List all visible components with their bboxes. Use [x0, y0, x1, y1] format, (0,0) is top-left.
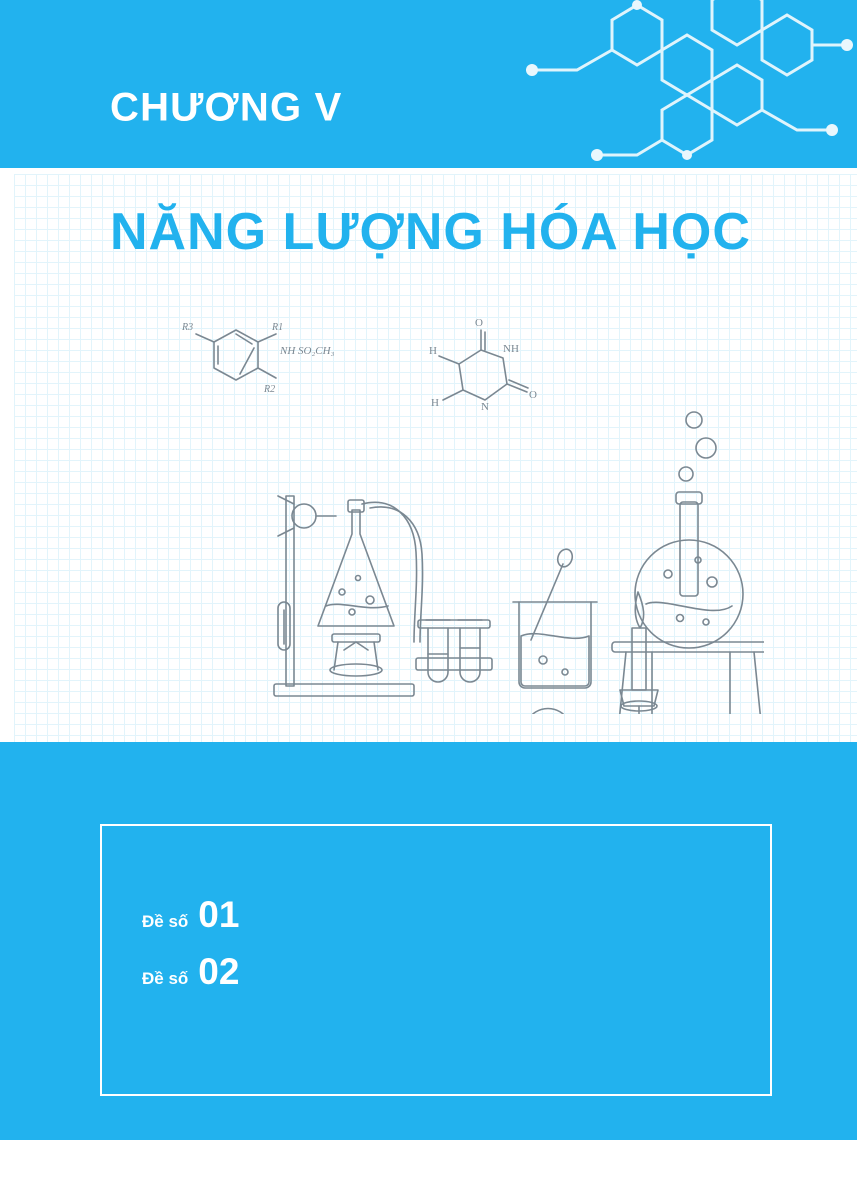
exam-list-box: [100, 824, 772, 1096]
exam-label: Đề số: [142, 912, 189, 931]
svg-text:R2: R2: [264, 384, 276, 395]
svg-text:NH SO₂CH₃: NH SO₂CH₃: [280, 345, 335, 357]
svg-text:O: O: [529, 389, 537, 401]
chemistry-lab-illustration: [164, 294, 764, 714]
list-item[interactable]: [142, 896, 239, 933]
graph-paper-area: [14, 174, 857, 742]
svg-text:H: H: [429, 345, 437, 357]
exam-number: 01: [198, 894, 240, 935]
svg-text:H: H: [431, 397, 439, 409]
page-title: NĂNG LƯỢNG HÓA HỌC: [110, 203, 751, 261]
exam-number: 02: [198, 951, 240, 992]
list-item[interactable]: [142, 953, 239, 990]
chapter-label: CHƯƠNG V: [110, 85, 343, 130]
svg-text:O: O: [475, 317, 483, 329]
header-band: [0, 0, 857, 168]
page-footer-strip: [0, 1140, 857, 1200]
exam-label: Đề số: [142, 969, 189, 988]
svg-text:R3: R3: [182, 322, 194, 333]
svg-text:N: N: [481, 401, 489, 413]
hexagon-network-icon: [437, 0, 857, 168]
exam-list: [142, 896, 239, 1010]
exam-band: [0, 742, 857, 1140]
svg-text:NH: NH: [503, 343, 519, 355]
svg-text:R1: R1: [272, 322, 284, 333]
